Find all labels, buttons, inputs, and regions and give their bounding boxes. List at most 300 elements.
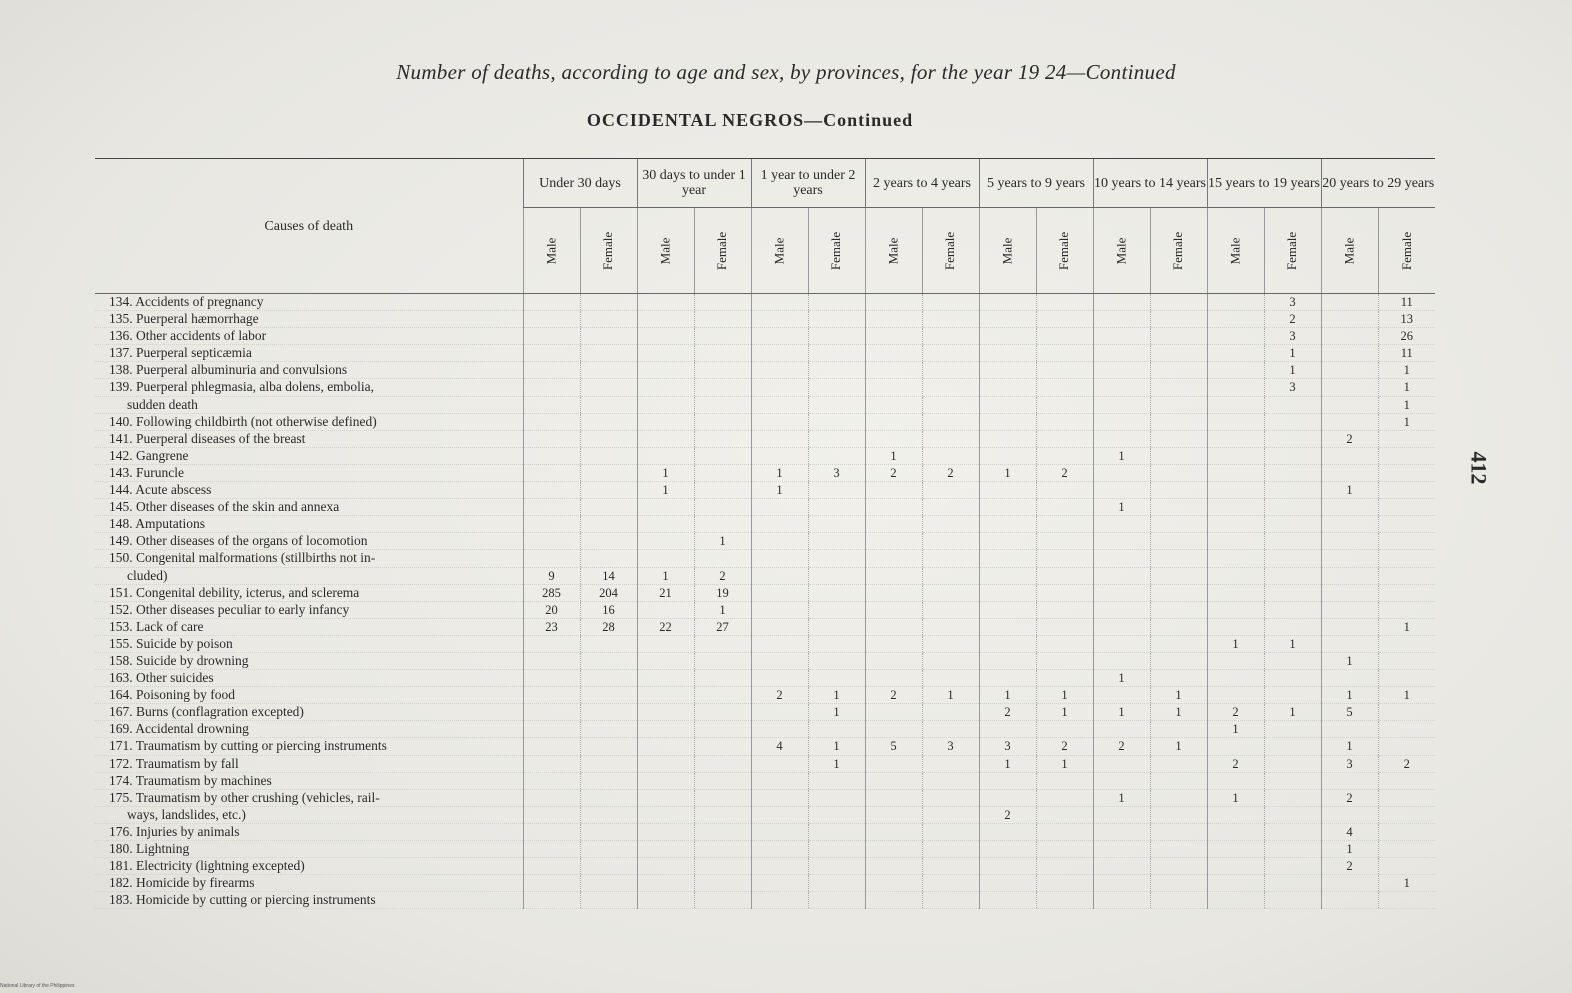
value-cell (580, 550, 637, 567)
value-cell (1264, 618, 1321, 635)
value-cell (580, 738, 637, 755)
value-cell (637, 687, 694, 704)
value-cell (580, 635, 637, 652)
table-row (95, 533, 1435, 550)
value-cell: 1 (1093, 704, 1150, 721)
value-cell: 2 (1321, 430, 1378, 447)
value-cell (1150, 311, 1207, 328)
value-cell (1093, 772, 1150, 789)
table-row (95, 789, 1435, 806)
female-header (922, 208, 979, 294)
value-cell (694, 806, 751, 823)
age-group-header: 30 days to under 1 year (637, 159, 751, 208)
value-cell (1036, 345, 1093, 362)
value-cell (1321, 294, 1378, 311)
value-cell (1207, 499, 1264, 516)
value-cell (865, 516, 922, 533)
value-cell: 1 (1321, 687, 1378, 704)
value-cell (979, 858, 1036, 875)
value-cell (865, 601, 922, 618)
footer-credit: National Library of the Philippines (0, 983, 75, 989)
value-cell: 19 (694, 584, 751, 601)
value-cell (523, 806, 580, 823)
value-cell (580, 858, 637, 875)
value-cell: 1 (637, 464, 694, 481)
value-cell: 3 (979, 738, 1036, 755)
cause-cell: 164. Poisoning by food (95, 687, 523, 704)
table-row (95, 584, 1435, 601)
value-cell (979, 635, 1036, 652)
value-cell (1321, 584, 1378, 601)
value-cell (922, 584, 979, 601)
value-cell (751, 379, 808, 396)
value-cell (694, 721, 751, 738)
value-cell (1321, 464, 1378, 481)
value-cell (523, 447, 580, 464)
value-cell (808, 858, 865, 875)
value-cell (694, 738, 751, 755)
cause-cell: 169. Accidental drowning (95, 721, 523, 738)
value-cell (1378, 738, 1435, 755)
value-cell (922, 721, 979, 738)
value-cell (1093, 413, 1150, 430)
cause-cell: 143. Furuncle (95, 464, 523, 481)
value-cell (1150, 464, 1207, 481)
value-cell (922, 311, 979, 328)
age-group-header: 5 years to 9 years (979, 159, 1093, 208)
value-cell (1207, 618, 1264, 635)
value-cell: 2 (1207, 704, 1264, 721)
value-cell (1150, 670, 1207, 687)
value-cell (637, 823, 694, 840)
sex-label: Female (1284, 231, 1300, 270)
cause-cell: 176. Injuries by animals (95, 823, 523, 840)
value-cell (1150, 721, 1207, 738)
value-cell: 1 (1321, 652, 1378, 669)
value-cell (865, 584, 922, 601)
value-cell (751, 294, 808, 311)
value-cell (808, 345, 865, 362)
value-cell (694, 687, 751, 704)
value-cell (1150, 413, 1207, 430)
female-header (580, 208, 637, 294)
value-cell: 1 (1207, 721, 1264, 738)
value-cell (751, 567, 808, 584)
value-cell: 1 (1207, 635, 1264, 652)
value-cell: 1 (637, 482, 694, 499)
value-cell (1150, 328, 1207, 345)
value-cell (808, 499, 865, 516)
value-cell (922, 567, 979, 584)
value-cell (1036, 721, 1093, 738)
sex-label: Female (828, 231, 844, 270)
value-cell (979, 875, 1036, 892)
value-cell (1036, 499, 1093, 516)
value-cell (580, 413, 637, 430)
value-cell (751, 447, 808, 464)
value-cell (979, 362, 1036, 379)
value-cell (1150, 823, 1207, 840)
value-cell (1036, 789, 1093, 806)
value-cell (1378, 704, 1435, 721)
value-cell (751, 584, 808, 601)
value-cell: 11 (1378, 294, 1435, 311)
value-cell: 3 (922, 738, 979, 755)
value-cell (1150, 601, 1207, 618)
value-cell (1093, 379, 1150, 396)
value-cell (1093, 345, 1150, 362)
value-cell (751, 516, 808, 533)
female-header (694, 208, 751, 294)
value-cell: 1 (1093, 447, 1150, 464)
value-cell (523, 823, 580, 840)
value-cell (1093, 823, 1150, 840)
value-cell (694, 755, 751, 772)
value-cell (808, 892, 865, 909)
value-cell (1093, 806, 1150, 823)
value-cell: 1 (1093, 670, 1150, 687)
value-cell (751, 311, 808, 328)
value-cell (1378, 772, 1435, 789)
value-cell (979, 482, 1036, 499)
value-cell (580, 362, 637, 379)
value-cell (751, 328, 808, 345)
value-cell (751, 550, 808, 567)
value-cell (580, 823, 637, 840)
value-cell (751, 841, 808, 858)
value-cell (1378, 858, 1435, 875)
value-cell (1378, 635, 1435, 652)
value-cell: 2 (979, 704, 1036, 721)
value-cell (1264, 550, 1321, 567)
value-cell: 2 (1321, 789, 1378, 806)
table-row (95, 447, 1435, 464)
value-cell (751, 806, 808, 823)
value-cell (580, 772, 637, 789)
value-cell (922, 601, 979, 618)
value-cell (1150, 789, 1207, 806)
value-cell (865, 841, 922, 858)
value-cell: 3 (1321, 755, 1378, 772)
value-cell: 1 (1321, 841, 1378, 858)
value-cell (523, 772, 580, 789)
value-cell (808, 379, 865, 396)
value-cell (1378, 601, 1435, 618)
value-cell (580, 806, 637, 823)
value-cell (1036, 670, 1093, 687)
value-cell (865, 618, 922, 635)
value-cell: 23 (523, 618, 580, 635)
value-cell (808, 294, 865, 311)
value-cell (1207, 345, 1264, 362)
value-cell (865, 379, 922, 396)
cause-cell: 145. Other diseases of the skin and annexa (95, 499, 523, 516)
value-cell (751, 362, 808, 379)
value-cell (865, 635, 922, 652)
value-cell (1321, 379, 1378, 396)
deaths-table (95, 158, 1435, 909)
value-cell (808, 652, 865, 669)
value-cell (1036, 652, 1093, 669)
value-cell: 28 (580, 618, 637, 635)
value-cell (1093, 618, 1150, 635)
value-cell (1207, 823, 1264, 840)
cause-cell: cluded) (95, 567, 523, 584)
value-cell (751, 755, 808, 772)
table-row (95, 601, 1435, 618)
value-cell (1378, 652, 1435, 669)
value-cell (979, 311, 1036, 328)
value-cell (1036, 772, 1093, 789)
value-cell (1207, 328, 1264, 345)
value-cell (751, 635, 808, 652)
value-cell: 2 (1378, 755, 1435, 772)
value-cell (1378, 482, 1435, 499)
value-cell (580, 396, 637, 413)
value-cell (1036, 516, 1093, 533)
value-cell (979, 430, 1036, 447)
value-cell (1093, 311, 1150, 328)
value-cell (1321, 618, 1378, 635)
value-cell (1321, 413, 1378, 430)
value-cell (523, 328, 580, 345)
value-cell (1150, 875, 1207, 892)
value-cell (1321, 772, 1378, 789)
value-cell (808, 618, 865, 635)
value-cell (922, 618, 979, 635)
value-cell (979, 789, 1036, 806)
value-cell (694, 294, 751, 311)
cause-cell: 182. Homicide by firearms (95, 875, 523, 892)
value-cell (523, 841, 580, 858)
value-cell (1036, 601, 1093, 618)
value-cell (1378, 499, 1435, 516)
value-cell: 1 (1378, 362, 1435, 379)
value-cell (694, 550, 751, 567)
sex-label: Male (543, 237, 559, 264)
value-cell (694, 670, 751, 687)
value-cell (523, 687, 580, 704)
value-cell (694, 413, 751, 430)
value-cell (808, 362, 865, 379)
value-cell (751, 858, 808, 875)
table-row (95, 311, 1435, 328)
value-cell: 1 (979, 464, 1036, 481)
value-cell (1378, 789, 1435, 806)
value-cell (1207, 772, 1264, 789)
value-cell: 204 (580, 584, 637, 601)
male-header (979, 208, 1036, 294)
value-cell: 1 (808, 687, 865, 704)
value-cell (1378, 447, 1435, 464)
value-cell (694, 362, 751, 379)
value-cell (523, 311, 580, 328)
value-cell (1150, 567, 1207, 584)
value-cell (1093, 892, 1150, 909)
value-cell (979, 652, 1036, 669)
value-cell (922, 396, 979, 413)
value-cell (865, 772, 922, 789)
value-cell: 1 (1378, 413, 1435, 430)
value-cell: 285 (523, 584, 580, 601)
value-cell (922, 670, 979, 687)
value-cell (1264, 499, 1321, 516)
female-header (808, 208, 865, 294)
value-cell (1264, 721, 1321, 738)
value-cell (1378, 892, 1435, 909)
value-cell (1207, 550, 1264, 567)
value-cell (1321, 499, 1378, 516)
value-cell: 11 (1378, 345, 1435, 362)
table-row (95, 482, 1435, 499)
value-cell (1150, 755, 1207, 772)
value-cell (1093, 482, 1150, 499)
value-cell (922, 806, 979, 823)
female-header (1036, 208, 1093, 294)
value-cell (865, 294, 922, 311)
value-cell (808, 447, 865, 464)
value-cell (751, 670, 808, 687)
value-cell (523, 430, 580, 447)
value-cell: 2 (1093, 738, 1150, 755)
value-cell (580, 499, 637, 516)
value-cell (580, 670, 637, 687)
value-cell: 1 (808, 704, 865, 721)
value-cell (1093, 464, 1150, 481)
value-cell (637, 396, 694, 413)
value-cell (1264, 396, 1321, 413)
value-cell (751, 533, 808, 550)
value-cell: 2 (1207, 755, 1264, 772)
value-cell: 13 (1378, 311, 1435, 328)
value-cell (1264, 806, 1321, 823)
value-cell (1264, 755, 1321, 772)
value-cell (1036, 858, 1093, 875)
value-cell (1207, 584, 1264, 601)
value-cell (808, 567, 865, 584)
sex-label: Male (771, 237, 787, 264)
value-cell (580, 892, 637, 909)
sex-label: Male (999, 237, 1015, 264)
causes-header: Causes of death (95, 159, 523, 294)
value-cell (1093, 516, 1150, 533)
value-cell (1150, 652, 1207, 669)
value-cell (808, 328, 865, 345)
value-cell (865, 362, 922, 379)
value-cell (1207, 482, 1264, 499)
value-cell (694, 704, 751, 721)
value-cell (580, 311, 637, 328)
value-cell: 1 (1207, 789, 1264, 806)
value-cell (1264, 841, 1321, 858)
value-cell (1150, 430, 1207, 447)
value-cell: 1 (922, 687, 979, 704)
value-cell (979, 670, 1036, 687)
value-cell (523, 482, 580, 499)
value-cell (1321, 670, 1378, 687)
table-row (95, 430, 1435, 447)
value-cell (979, 413, 1036, 430)
value-cell: 1 (979, 687, 1036, 704)
value-cell (979, 823, 1036, 840)
value-cell (1150, 858, 1207, 875)
value-cell (1207, 379, 1264, 396)
value-cell: 1 (1378, 687, 1435, 704)
value-cell (1378, 670, 1435, 687)
value-cell (523, 635, 580, 652)
table-row (95, 892, 1435, 909)
value-cell (1093, 533, 1150, 550)
value-cell (637, 516, 694, 533)
value-cell (1207, 362, 1264, 379)
value-cell (922, 823, 979, 840)
value-cell (694, 772, 751, 789)
sex-label: Male (1227, 237, 1243, 264)
value-cell: 4 (751, 738, 808, 755)
value-cell (979, 892, 1036, 909)
value-cell (922, 772, 979, 789)
value-cell (1093, 430, 1150, 447)
table-row (95, 499, 1435, 516)
table-row (95, 567, 1435, 584)
value-cell (637, 670, 694, 687)
value-cell (637, 447, 694, 464)
value-cell (922, 516, 979, 533)
female-header (1264, 208, 1321, 294)
table-row (95, 464, 1435, 481)
value-cell (1207, 311, 1264, 328)
value-cell (1093, 550, 1150, 567)
value-cell (523, 755, 580, 772)
value-cell (694, 635, 751, 652)
age-group-header: 10 years to 14 years (1093, 159, 1207, 208)
table-row (95, 738, 1435, 755)
value-cell (1093, 858, 1150, 875)
value-cell (751, 413, 808, 430)
value-cell (751, 721, 808, 738)
value-cell (865, 311, 922, 328)
table-row (95, 721, 1435, 738)
value-cell (1150, 345, 1207, 362)
value-cell (808, 772, 865, 789)
cause-cell: 134. Accidents of pregnancy (95, 294, 523, 311)
cause-cell: 153. Lack of care (95, 618, 523, 635)
value-cell (808, 584, 865, 601)
value-cell (1378, 823, 1435, 840)
value-cell (1150, 533, 1207, 550)
value-cell (1036, 567, 1093, 584)
value-cell (1036, 482, 1093, 499)
value-cell (523, 345, 580, 362)
table-row (95, 875, 1435, 892)
sex-label: Female (1398, 231, 1414, 270)
value-cell (1207, 447, 1264, 464)
province-subtitle: OCCIDENTAL NEGROS—Continued (586, 110, 914, 130)
value-cell (1093, 601, 1150, 618)
value-cell (1378, 721, 1435, 738)
value-cell (1150, 550, 1207, 567)
value-cell (922, 635, 979, 652)
value-cell (1150, 806, 1207, 823)
value-cell (808, 875, 865, 892)
male-header (1321, 208, 1378, 294)
value-cell (1321, 892, 1378, 909)
value-cell (637, 311, 694, 328)
value-cell (1264, 533, 1321, 550)
value-cell (1150, 294, 1207, 311)
value-cell (979, 396, 1036, 413)
value-cell (637, 841, 694, 858)
